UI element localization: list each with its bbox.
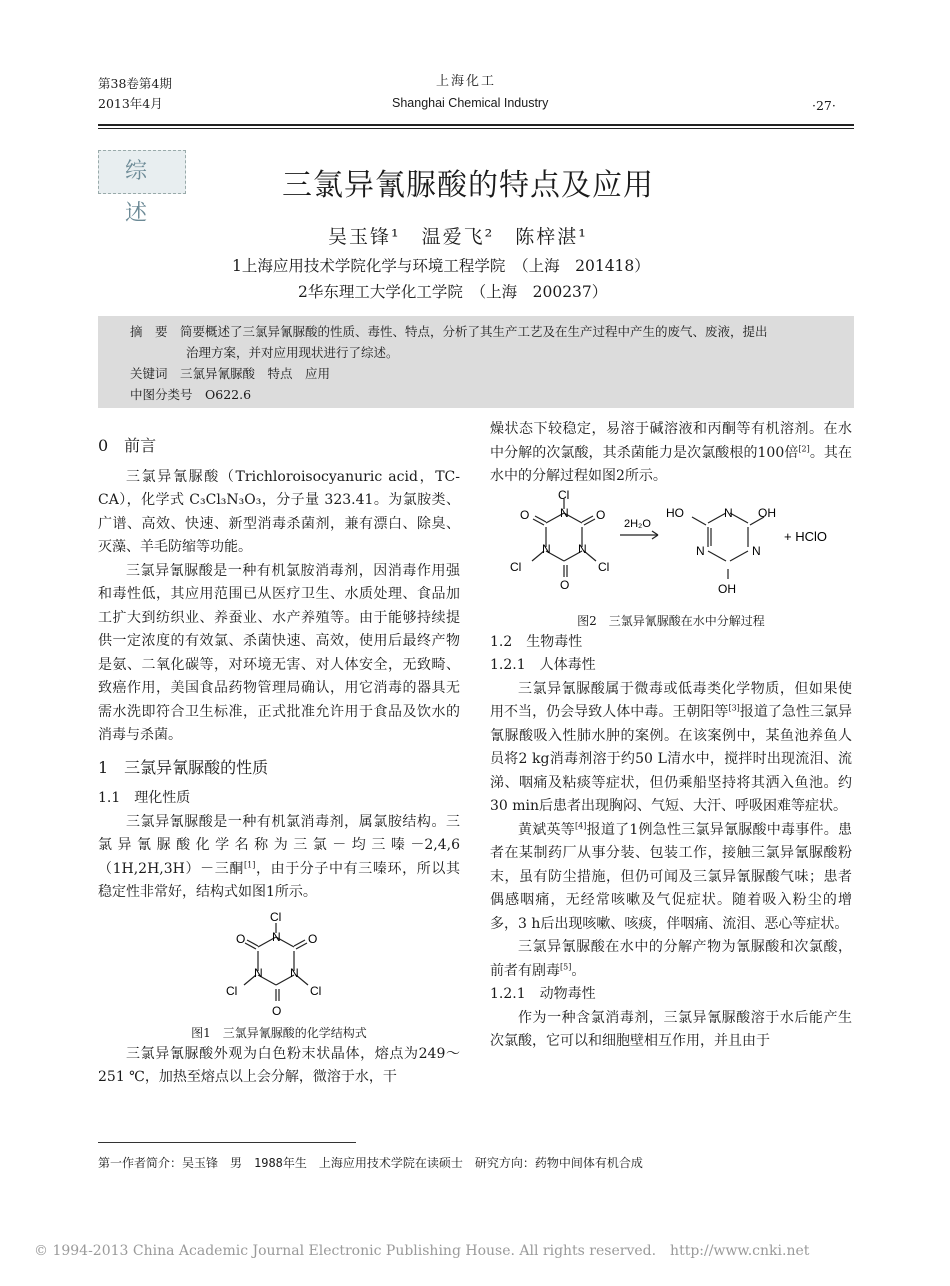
paragraph bbox=[490, 819, 852, 937]
footnote: 第一作者简介：吴玉锋 男 1988年生 上海应用技术学院在读硕士 研究方向：药物中间体有机合成 bbox=[98, 1156, 643, 1170]
svg-text:Cl: Cl bbox=[598, 559, 610, 574]
right-column bbox=[490, 418, 852, 1054]
abstract-label: 摘 要 bbox=[130, 324, 168, 339]
paragraph-text: 报道了急性三氯异氰脲酸吸入性肺水肿的案例。在该案例中，某鱼池养鱼人员将2 kg消毒剂溶于约50 L清水中，搅拌时出现流泪、流涕、咽痛及粘痰等症状，但仍乘船坚持将其洒入鱼池。约30 min后患者出现胸闷、气短、大汗、呼吸困难等症状。 bbox=[490, 704, 853, 814]
paragraph-text: 三氯异氰脲酸属于微毒或低毒类化学物质，但如果使用不当，仍会导致人体中毒。王朝阳等 bbox=[490, 680, 852, 720]
figure-2 bbox=[490, 489, 852, 611]
paragraph-text: 报道了1例急性三氯异氰脲酸中毒事件。患者在某制药厂从事分装、包装工作，接触三氯异氰脲酸粉末，虽有防尘措施，但仍可闻及三氯异氰脲酸气味；患者偶感咽痛，无经常咳嗽及气促症状。随着吸入粉尘的增多，3 h后出现咳嗽、咳痰，伴咽痛、流泪、恶心等症状。 bbox=[490, 821, 852, 932]
keywords: 三氯异氰脲酸 特点 应用 bbox=[180, 366, 331, 381]
svg-text:Cl: Cl bbox=[226, 983, 238, 998]
paragraph-text: 。其在水中的分解过程如图2所示。 bbox=[490, 444, 852, 484]
section-0-heading: 0 前言 bbox=[98, 436, 157, 455]
paragraph: 三氯异氰脲酸外观为白色粉末状晶体，熔点为249～251 ℃，加热至熔点以上会分解，微溶于水，干 bbox=[98, 1045, 460, 1085]
figure-2-caption: 图2 三氯异氰脲酸在水中分解过程 bbox=[577, 613, 765, 628]
header-rule bbox=[98, 124, 854, 126]
citation: [5] bbox=[560, 961, 572, 971]
article-title: 三氯异氰脲酸的特点及应用 bbox=[282, 168, 654, 203]
svg-text:Cl: Cl bbox=[558, 488, 570, 502]
citation: [4] bbox=[575, 820, 587, 830]
section-1-2-heading: 1.2 生物毒性 bbox=[490, 633, 583, 650]
svg-text:OH: OH bbox=[718, 581, 736, 596]
paragraph bbox=[490, 936, 852, 983]
footnote-rule bbox=[98, 1142, 356, 1143]
page-number: ·27· bbox=[812, 98, 836, 113]
svg-text:N: N bbox=[724, 505, 733, 520]
header-rule-thin bbox=[98, 128, 854, 129]
abstract bbox=[130, 321, 830, 405]
svg-text:N: N bbox=[272, 929, 281, 944]
paragraph-text: 燥状态下较稳定，易溶于碱溶液和丙酮等有机溶剂。在水中分解的次氯酸，其杀菌能力是次氯酸根的100倍 bbox=[490, 421, 852, 461]
tcca-structure bbox=[98, 905, 460, 1023]
abstract-text-2: 治理方案，并对应用现状进行了综述。 bbox=[186, 345, 399, 360]
clc-code: O622.6 bbox=[205, 387, 252, 402]
left-column bbox=[98, 428, 460, 1090]
svg-text:Cl: Cl bbox=[270, 909, 282, 924]
copyright: © 1994-2013 China Academic Journal Electronic Publishing House. All rights reserved. http://www.cnki.net bbox=[34, 1243, 810, 1259]
svg-text:N: N bbox=[254, 965, 263, 980]
clc-label: 中图分类号 bbox=[130, 387, 193, 402]
svg-text:N: N bbox=[290, 965, 299, 980]
affiliation-2: 2华东理工大学化工学院 （上海 200237） bbox=[298, 283, 608, 301]
hydrolysis-scheme bbox=[490, 489, 852, 611]
paragraph-text: 。 bbox=[571, 962, 586, 979]
paragraph-text: 三氯异氰脲酸在水中的分解产物为氰脲酸和次氯酸，前者有剧毒 bbox=[490, 939, 852, 979]
svg-text:N: N bbox=[542, 541, 551, 556]
citation: [3] bbox=[728, 703, 740, 713]
svg-text:O: O bbox=[272, 1003, 282, 1018]
section-badge: 综 述 bbox=[98, 150, 186, 194]
paragraph bbox=[490, 678, 852, 819]
svg-text:O: O bbox=[308, 931, 318, 946]
journal-name-en: Shanghai Chemical Industry bbox=[392, 96, 549, 110]
paragraph-text: 三氯异氰脲酸是一种有机氯消毒剂，属氯胺结构。三氯异氰脲酸化学名称为三氯－均三嗪－2,4,6（1H,2H,3H）－三酮 bbox=[98, 813, 460, 877]
authors: 吴玉锋¹ 温爱飞² 陈梓湛¹ bbox=[328, 226, 588, 248]
citation: [1] bbox=[243, 859, 256, 869]
svg-text:O: O bbox=[560, 577, 570, 592]
section-1-heading: 1 三氯异氰脲酸的性质 bbox=[98, 757, 269, 777]
figure-1-caption: 图1 三氯异氰脲酸的化学结构式 bbox=[191, 1025, 367, 1040]
paragraph: 作为一种含氯消毒剂，三氯异氰脲酸溶于水后能产生次氯酸，它可以和细胞壁相互作用，并且由于 bbox=[490, 1009, 852, 1049]
issue-date: 2013年4月 bbox=[98, 96, 163, 111]
section-1-2-1-heading: 1.2.1 人体毒性 bbox=[490, 657, 596, 673]
svg-text:N: N bbox=[578, 541, 587, 556]
section-animal-toxicity-heading: 1.2.1 动物毒性 bbox=[490, 986, 596, 1002]
section-1-1-heading: 1.1 理化性质 bbox=[98, 790, 191, 806]
svg-text:N: N bbox=[560, 505, 569, 520]
svg-text:O: O bbox=[520, 507, 530, 522]
svg-text:Cl: Cl bbox=[510, 559, 522, 574]
svg-text:HO: HO bbox=[666, 505, 684, 520]
svg-text:O: O bbox=[596, 507, 606, 522]
figure-1 bbox=[98, 905, 460, 1023]
citation: [2] bbox=[798, 443, 810, 453]
paragraph: 三氯异氰脲酸（Trichloroisocyanuric acid，TC-CA），化学式 C₃Cl₃N₃O₃，分子量 323.41。为氯胺类、广谱、高效、快速、新型消毒杀菌剂，兼有漂白、除臭、灭藻、羊毛防缩等功能。 bbox=[98, 468, 460, 555]
svg-text:O: O bbox=[236, 931, 246, 946]
paragraph: 三氯异氰脲酸是一种有机氯胺消毒剂，因消毒作用强和毒性低，其应用范围已从医疗卫生、水质处理、食品加工扩大到纺织业、养蚕业、水产养殖等。由于能够持续提供一定浓度的有效氯、杀菌快速、高效，使用后最终产物是氨、二氧化碳等，对环境无害、对人体安全，无致畸、致癌作用，美国食品药物管理局确认，用它消毒的器具无需水洗即符合卫生标准，正式批准允许用于食品及饮水的消毒与杀菌。 bbox=[98, 562, 460, 743]
paragraph bbox=[98, 811, 460, 905]
affiliation-1: 1上海应用技术学院化学与环境工程学院 （上海 201418） bbox=[232, 257, 650, 275]
product-label: + HClO bbox=[784, 528, 827, 544]
reagent-label: 2H₂O bbox=[624, 517, 651, 530]
journal-name-cn: 上海化工 bbox=[436, 74, 497, 89]
svg-text:N: N bbox=[752, 543, 761, 558]
abstract-text: 简要概述了三氯异氰脲酸的性质、毒性、特点，分析了其生产工艺及在生产过程中产生的废气、废液，提出 bbox=[180, 324, 768, 339]
volume-issue: 第38卷第4期 bbox=[98, 76, 172, 91]
svg-text:N: N bbox=[696, 543, 705, 558]
keywords-label: 关键词 bbox=[130, 366, 168, 381]
paragraph-text: 黄斌英等 bbox=[518, 821, 575, 838]
svg-text:OH: OH bbox=[758, 505, 776, 520]
svg-text:Cl: Cl bbox=[310, 983, 322, 998]
paragraph bbox=[490, 418, 852, 489]
paragraph-text: ，由于分子中有三嗪环，所以其稳定性非常好，结构式如图1所示。 bbox=[98, 860, 461, 900]
